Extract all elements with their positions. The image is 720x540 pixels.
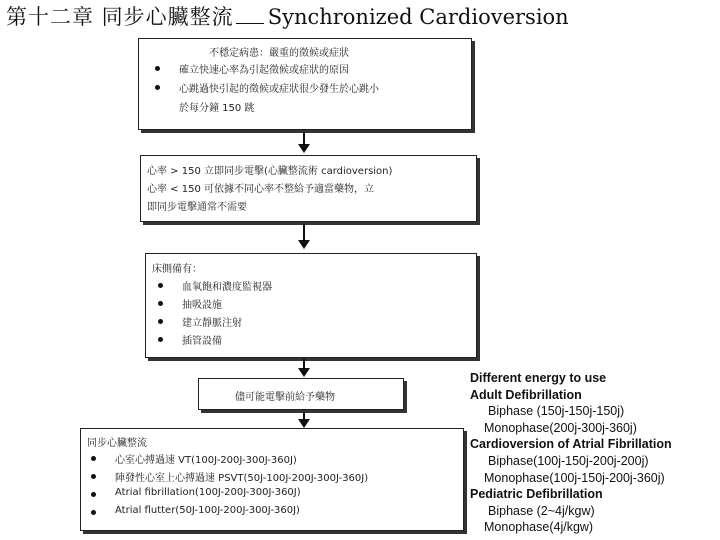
bullet-icon: [158, 337, 163, 342]
heart-rate-line-1: 心率 > 150 立即同步電擊(心臟整流術 cardioversion): [147, 166, 393, 177]
bedside-item-2: 抽吸設施: [182, 300, 222, 311]
unstable-item-2: 心跳過快引起的徵候或症狀很少發生於心跳小: [179, 84, 379, 95]
unstable-item-2-cont: 於每分鐘 150 跳: [179, 103, 255, 114]
arrow-down-icon: [298, 368, 310, 377]
arrow-down-icon: [298, 419, 310, 428]
bullet-icon: [155, 85, 160, 90]
arrow-1-shaft: [303, 131, 305, 144]
bullet-icon: [155, 66, 160, 71]
sync-item-4: Atrial flutter(50J-100J-200J-300J-360J): [115, 505, 300, 516]
sync-item-1: 心室心搏過速 VT(100J-200J-300J-360J): [115, 455, 297, 466]
bullet-icon: [91, 510, 96, 515]
bedside-item-1: 血氧飽和濃度監視器: [182, 282, 272, 293]
note-adult-defibrillation: Adult Defibrillation: [470, 387, 582, 402]
note-pediatric-biphase: Biphase (2~4j/kgw): [488, 503, 595, 518]
heart-rate-line-2: 心率 < 150 可依據不同心率不整給予適當藥物，立: [147, 184, 375, 195]
arrow-down-icon: [298, 240, 310, 249]
heart-rate-box: [140, 155, 477, 222]
unstable-patient-box: [138, 38, 472, 130]
note-adult-monophase: Monophase(200j-300j-360j): [484, 420, 637, 435]
arrow-down-icon: [298, 144, 310, 153]
page-title: [6, 2, 706, 32]
note-heading: Different energy to use: [470, 371, 607, 385]
note-pediatric-monophase: Monophase(4j/kgw): [484, 520, 594, 535]
bullet-icon: [158, 319, 163, 324]
sync-item-3: Atrial fibrillation(100J-200J-300J-360J): [115, 487, 301, 498]
note-adult-biphase: Biphase (150j-150j-150j): [488, 404, 625, 419]
medication-box: [198, 378, 404, 410]
unstable-item-1: 確立快速心率為引起徵候或症狀的原因: [179, 65, 349, 76]
sync-heading: 同步心臟整流: [87, 438, 147, 449]
medication-text: 儘可能電擊前給予藥物: [235, 392, 335, 403]
bedside-heading: 床側備有：: [152, 264, 202, 275]
bullet-icon: [91, 474, 96, 479]
bullet-icon: [158, 283, 163, 288]
bedside-equipment-box: [145, 253, 477, 358]
title-chinese: 第十二章 同步心臟整流: [6, 5, 234, 29]
bedside-item-4: 插管設備: [182, 336, 222, 347]
bullet-icon: [158, 301, 163, 306]
note-af-monophase: Monophase(100j-150j-200j-360j): [484, 470, 665, 485]
note-af-cardioversion: Cardioversion of Atrial Fibrillation: [470, 437, 672, 452]
synchronized-cardioversion-box: [80, 428, 464, 531]
energy-note: [470, 370, 718, 536]
note-af-biphase: Biphase(100j-150j-200j-200j): [488, 453, 649, 468]
bullet-icon: [91, 492, 96, 497]
title-english: Synchronized Cardioversion: [267, 5, 569, 29]
title-underline: [236, 5, 264, 24]
sync-item-2: 陣發性心室上心搏過速 PSVT(50J-100J-200J-300J-360J): [115, 473, 369, 484]
unstable-patient-heading: 不穩定病患：嚴重的徵候或症狀: [209, 48, 349, 59]
note-pediatric-defibrillation: Pediatric Defibrillation: [470, 487, 603, 502]
bedside-item-3: 建立靜脈注射: [182, 318, 242, 329]
bullet-icon: [91, 456, 96, 461]
arrow-2-shaft: [303, 224, 305, 240]
heart-rate-line-3: 即同步電擊通常不需要: [147, 202, 247, 213]
